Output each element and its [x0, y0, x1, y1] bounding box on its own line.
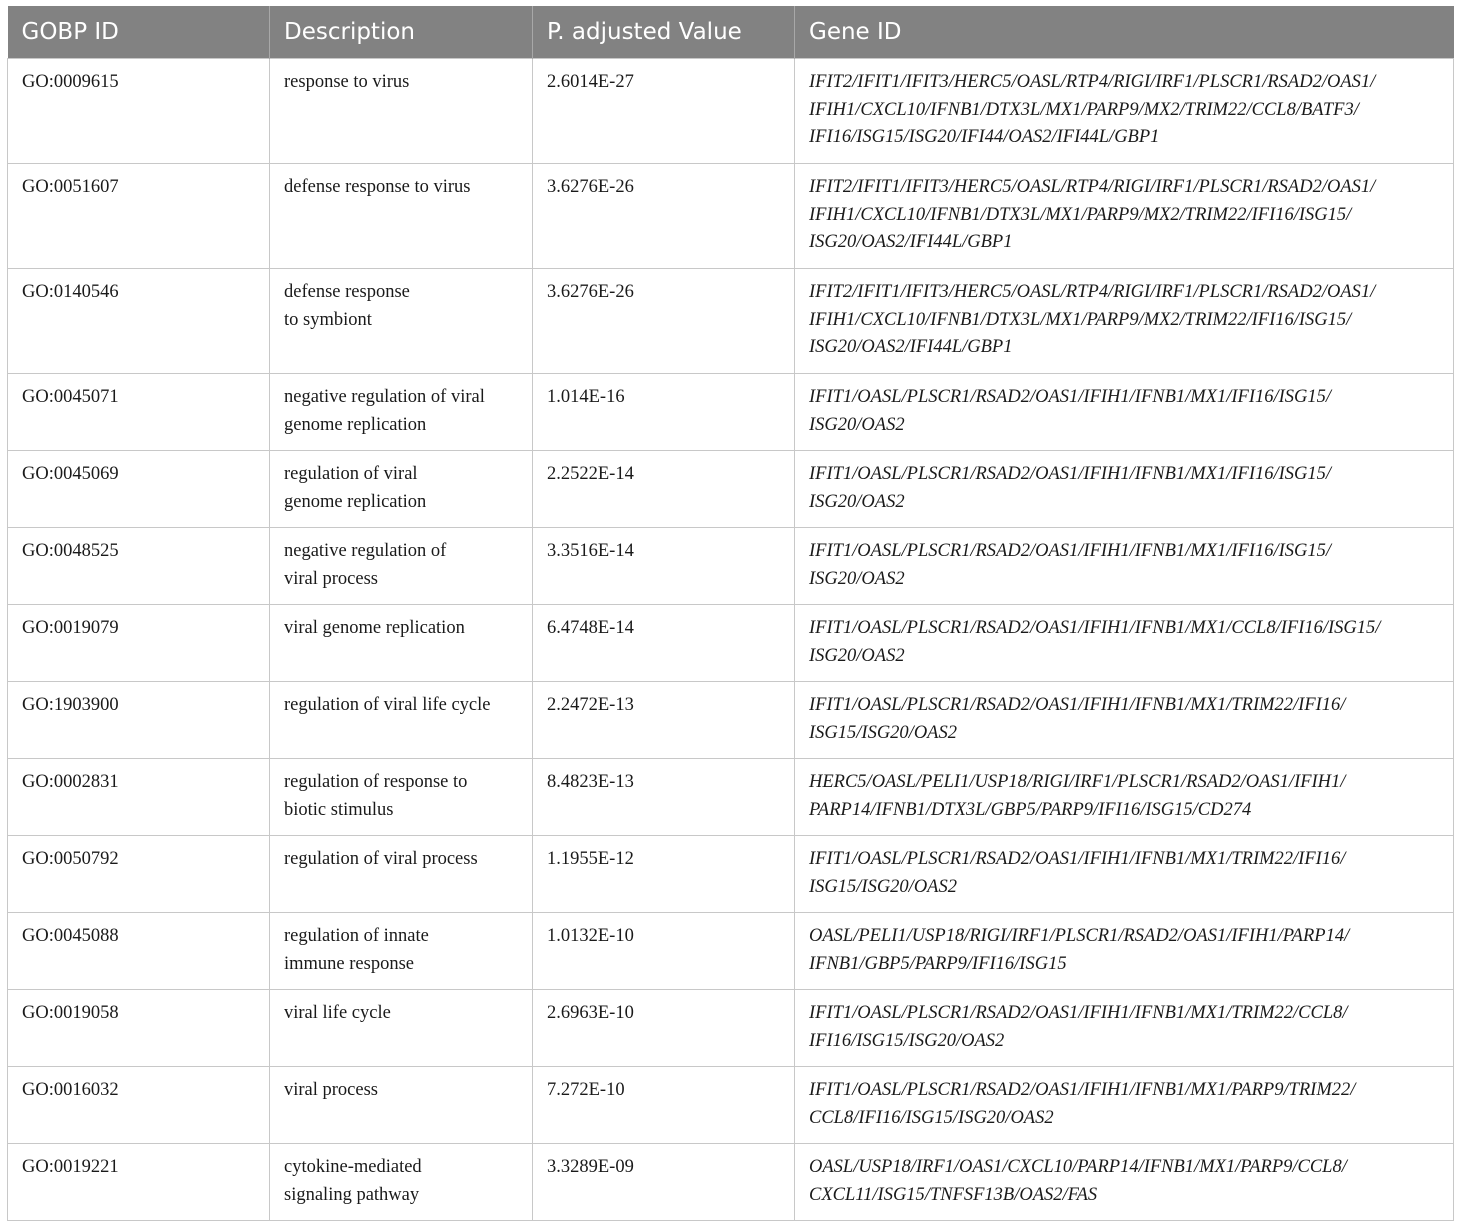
- gene-line: ISG20/OAS2/IFI44L/GBP1: [809, 337, 1013, 357]
- gene-line: ISG15/ISG20/OAS2: [809, 722, 957, 743]
- cell-description: [270, 269, 533, 374]
- cell-description: [270, 836, 533, 913]
- cell-description: [270, 374, 533, 451]
- cell-p-adjusted-value: 2.6963E-10: [533, 990, 795, 1067]
- description-line: immune response: [284, 953, 414, 974]
- cell-gobp-id: GO:0019221: [8, 1144, 270, 1221]
- cell-p-adjusted-value: 1.1955E-12: [533, 836, 795, 913]
- cell-p-adjusted-value: 1.014E-16: [533, 374, 795, 451]
- cell-description: [270, 759, 533, 836]
- cell-gene-id: [795, 1144, 1454, 1221]
- table-row: [8, 1067, 1454, 1144]
- description-line: cytokine-mediated: [284, 1157, 422, 1177]
- cell-gene-id: [795, 164, 1454, 269]
- gene-line: IFIT1/OASL/PLSCR1/RSAD2/OAS1/IFIH1/IFNB1/MX1/TRIM22/IFI16/: [809, 695, 1346, 715]
- gene-line: CCL8/IFI16/ISG15/ISG20/OAS2: [809, 1107, 1054, 1128]
- cell-gobp-id: GO:0051607: [8, 164, 270, 269]
- gene-line: IFIH1/CXCL10/IFNB1/DTX3L/MX1/PARP9/MX2/TRIM22/CCL8/BATF3/: [809, 99, 1359, 120]
- gene-line: IFI16/ISG15/ISG20/IFI44/OAS2/IFI44L/GBP1: [809, 127, 1160, 147]
- cell-description: [270, 913, 533, 990]
- cell-p-adjusted-value: 8.4823E-13: [533, 759, 795, 836]
- description-line: regulation of viral: [284, 464, 418, 484]
- cell-p-adjusted-value: 2.6014E-27: [533, 59, 795, 164]
- cell-gene-id: [795, 269, 1454, 374]
- description-line: regulation of response to: [284, 772, 468, 792]
- description-line: genome replication: [284, 414, 427, 435]
- table-row: [8, 528, 1454, 605]
- gene-line: ISG20/OAS2/IFI44L/GBP1: [809, 232, 1013, 252]
- header-gene-id: Gene ID: [795, 6, 1454, 59]
- gene-line: IFIT1/OASL/PLSCR1/RSAD2/OAS1/IFIH1/IFNB1/MX1/CCL8/IFI16/ISG15/: [809, 618, 1381, 638]
- gobp-table-container: [7, 6, 1453, 1221]
- cell-gobp-id: GO:0016032: [8, 1067, 270, 1144]
- gene-line: IFIT1/OASL/PLSCR1/RSAD2/OAS1/IFIH1/IFNB1/MX1/IFI16/ISG15/: [809, 541, 1332, 561]
- cell-gene-id: [795, 836, 1454, 913]
- gene-line: OASL/USP18/IRF1/OAS1/CXCL10/PARP14/IFNB1/MX1/PARP9/CCL8/: [809, 1157, 1347, 1177]
- table-row: [8, 374, 1454, 451]
- cell-gene-id: [795, 451, 1454, 528]
- gobp-enrichment-table: [7, 6, 1454, 1221]
- gene-line: ISG20/OAS2: [809, 645, 905, 666]
- cell-p-adjusted-value: 7.272E-10: [533, 1067, 795, 1144]
- cell-gobp-id: GO:0045088: [8, 913, 270, 990]
- cell-gene-id: [795, 913, 1454, 990]
- cell-gobp-id: GO:0009615: [8, 59, 270, 164]
- cell-description: [270, 451, 533, 528]
- description-line: viral life cycle: [284, 1003, 391, 1023]
- description-line: response to virus: [284, 72, 410, 92]
- gene-line: OASL/PELI1/USP18/RIGI/IRF1/PLSCR1/RSAD2/OAS1/IFIH1/PARP14/: [809, 926, 1350, 946]
- gene-line: ISG20/OAS2: [809, 568, 905, 589]
- table-row: [8, 990, 1454, 1067]
- cell-gene-id: [795, 374, 1454, 451]
- cell-gobp-id: GO:0048525: [8, 528, 270, 605]
- description-line: viral process: [284, 1080, 379, 1100]
- gene-line: IFIH1/CXCL10/IFNB1/DTX3L/MX1/PARP9/MX2/TRIM22/IFI16/ISG15/: [809, 309, 1352, 330]
- cell-description: [270, 1144, 533, 1221]
- gene-line: ISG20/OAS2: [809, 414, 905, 435]
- description-line: viral process: [284, 568, 379, 589]
- cell-gobp-id: GO:0019079: [8, 605, 270, 682]
- cell-description: [270, 1067, 533, 1144]
- cell-description: [270, 528, 533, 605]
- cell-description: [270, 990, 533, 1067]
- cell-gobp-id: GO:0045071: [8, 374, 270, 451]
- cell-p-adjusted-value: 6.4748E-14: [533, 605, 795, 682]
- header-gobp-id: GOBP ID: [8, 6, 270, 59]
- gene-line: PARP14/IFNB1/DTX3L/GBP5/PARP9/IFI16/ISG15/CD274: [809, 799, 1252, 820]
- description-line: signaling pathway: [284, 1184, 420, 1205]
- table-row: [8, 59, 1454, 164]
- header-row: [8, 6, 1454, 59]
- cell-gene-id: [795, 528, 1454, 605]
- table-row: [8, 269, 1454, 374]
- cell-description: [270, 164, 533, 269]
- description-line: negative regulation of: [284, 541, 447, 561]
- table-row: [8, 682, 1454, 759]
- gene-line: ISG20/OAS2: [809, 491, 905, 512]
- gene-line: IFNB1/GBP5/PARP9/IFI16/ISG15: [809, 953, 1067, 974]
- cell-gobp-id: GO:0050792: [8, 836, 270, 913]
- table-row: [8, 451, 1454, 528]
- gene-line: IFIT1/OASL/PLSCR1/RSAD2/OAS1/IFIH1/IFNB1/MX1/PARP9/TRIM22/: [809, 1080, 1356, 1100]
- table-row: [8, 836, 1454, 913]
- cell-p-adjusted-value: 2.2472E-13: [533, 682, 795, 759]
- table-row: [8, 913, 1454, 990]
- cell-p-adjusted-value: 3.3289E-09: [533, 1144, 795, 1221]
- header-description: Description: [270, 6, 533, 59]
- gene-line: ISG15/ISG20/OAS2: [809, 876, 957, 897]
- gene-line: IFIT2/IFIT1/IFIT3/HERC5/OASL/RTP4/RIGI/IRF1/PLSCR1/RSAD2/OAS1/: [809, 177, 1376, 197]
- cell-description: [270, 605, 533, 682]
- gene-line: IFIT2/IFIT1/IFIT3/HERC5/OASL/RTP4/RIGI/IRF1/PLSCR1/RSAD2/OAS1/: [809, 282, 1376, 302]
- cell-gobp-id: GO:0019058: [8, 990, 270, 1067]
- cell-gobp-id: GO:0002831: [8, 759, 270, 836]
- cell-p-adjusted-value: 2.2522E-14: [533, 451, 795, 528]
- gene-line: IFIT1/OASL/PLSCR1/RSAD2/OAS1/IFIH1/IFNB1/MX1/IFI16/ISG15/: [809, 464, 1332, 484]
- gene-line: IFIT1/OASL/PLSCR1/RSAD2/OAS1/IFIH1/IFNB1/MX1/TRIM22/IFI16/: [809, 849, 1346, 869]
- cell-p-adjusted-value: 3.3516E-14: [533, 528, 795, 605]
- description-line: to symbiont: [284, 309, 372, 330]
- cell-gobp-id: GO:0140546: [8, 269, 270, 374]
- description-line: regulation of viral process: [284, 849, 478, 869]
- table-row: [8, 759, 1454, 836]
- description-line: biotic stimulus: [284, 799, 394, 820]
- table-row: [8, 164, 1454, 269]
- gene-line: IFI16/ISG15/ISG20/OAS2: [809, 1030, 1005, 1051]
- description-line: defense response to virus: [284, 177, 471, 197]
- gene-line: IFIT1/OASL/PLSCR1/RSAD2/OAS1/IFIH1/IFNB1/MX1/TRIM22/CCL8/: [809, 1003, 1348, 1023]
- cell-gobp-id: GO:0045069: [8, 451, 270, 528]
- gene-line: IFIH1/CXCL10/IFNB1/DTX3L/MX1/PARP9/MX2/TRIM22/IFI16/ISG15/: [809, 204, 1352, 225]
- gene-line: HERC5/OASL/PELI1/USP18/RIGI/IRF1/PLSCR1/RSAD2/OAS1/IFIH1/: [809, 772, 1346, 792]
- cell-gene-id: [795, 605, 1454, 682]
- table-header: [8, 6, 1454, 59]
- cell-description: [270, 682, 533, 759]
- description-line: defense response: [284, 282, 410, 302]
- gene-line: CXCL11/ISG15/TNFSF13B/OAS2/FAS: [809, 1184, 1098, 1205]
- cell-gobp-id: GO:1903900: [8, 682, 270, 759]
- cell-gene-id: [795, 59, 1454, 164]
- description-line: viral genome replication: [284, 618, 465, 638]
- cell-p-adjusted-value: 3.6276E-26: [533, 269, 795, 374]
- description-line: negative regulation of viral: [284, 387, 485, 407]
- header-p-adjusted-value: P. adjusted Value: [533, 6, 795, 59]
- table-row: [8, 605, 1454, 682]
- description-line: genome replication: [284, 491, 427, 512]
- cell-gene-id: [795, 682, 1454, 759]
- table-row: [8, 1144, 1454, 1221]
- cell-gene-id: [795, 990, 1454, 1067]
- gene-line: IFIT2/IFIT1/IFIT3/HERC5/OASL/RTP4/RIGI/IRF1/PLSCR1/RSAD2/OAS1/: [809, 72, 1376, 92]
- cell-gene-id: [795, 1067, 1454, 1144]
- cell-description: [270, 59, 533, 164]
- gene-line: IFIT1/OASL/PLSCR1/RSAD2/OAS1/IFIH1/IFNB1/MX1/IFI16/ISG15/: [809, 387, 1332, 407]
- description-line: regulation of viral life cycle: [284, 695, 491, 715]
- description-line: regulation of innate: [284, 926, 429, 946]
- cell-gene-id: [795, 759, 1454, 836]
- table-body: [8, 59, 1454, 1221]
- cell-p-adjusted-value: 1.0132E-10: [533, 913, 795, 990]
- cell-p-adjusted-value: 3.6276E-26: [533, 164, 795, 269]
